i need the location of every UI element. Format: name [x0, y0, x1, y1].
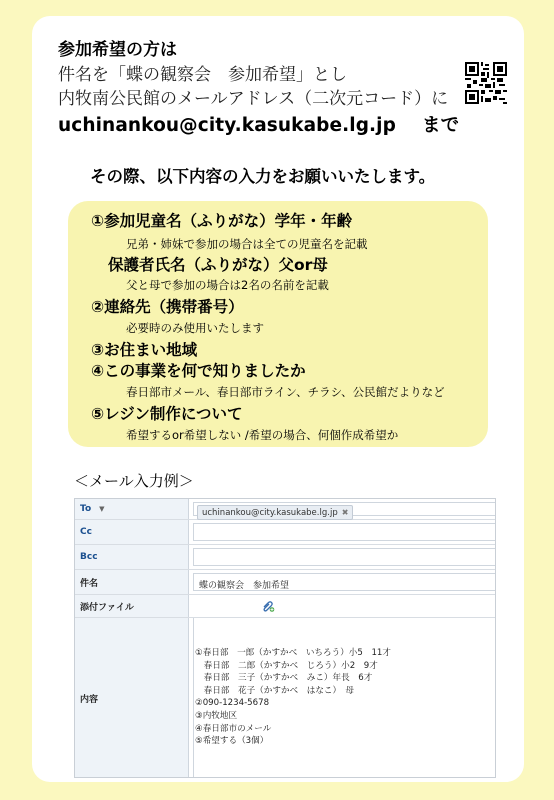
cc-field[interactable]: [189, 520, 495, 544]
item-5-heading: ⑤レジン制作について: [91, 405, 243, 423]
to-field[interactable]: [189, 499, 495, 519]
cc-label[interactable]: Cc: [75, 520, 189, 544]
item-1-note: 兄弟・姉妹で参加の場合は全ての児童名を記載: [126, 237, 368, 251]
mail-compose-example: [74, 498, 496, 778]
body-line: ④春日部市のメール: [195, 723, 272, 734]
bcc-field[interactable]: [189, 545, 495, 569]
request-line: その際、以下内容の入力をお願いいたします。: [90, 167, 436, 186]
example-title: ＜メール入力例＞: [74, 472, 194, 490]
body-line: 春日部 花子（かすかべ はなこ） 母: [195, 685, 354, 696]
email-suffix: まで: [421, 115, 460, 136]
item-1-heading: ①参加児童名（ふりがな）学年・年齢: [91, 212, 353, 230]
items-box: [68, 201, 488, 447]
bcc-label[interactable]: Bcc: [75, 545, 189, 569]
attachment-field[interactable]: [189, 595, 495, 617]
qr-code-icon[interactable]: [465, 62, 507, 104]
email-line: [58, 111, 459, 141]
item-4-heading: ④この事業を何で知りましたか: [91, 362, 306, 380]
attachment-label: 添付ファイル: [75, 595, 189, 617]
bcc-row: [75, 545, 495, 570]
recipient-address: uchinankou@city.kasukabe.lg.jp: [202, 507, 338, 518]
cc-row: [75, 520, 495, 545]
body-line: 春日部 三子（かすかべ みこ）年長 6才: [195, 673, 373, 684]
subject-row: [75, 570, 495, 595]
item-2-heading: ②連絡先（携帯番号）: [91, 298, 244, 316]
item-4-note: 春日部市メール、春日部市ライン、チラシ、公民館だよりなど: [126, 385, 445, 399]
to-label[interactable]: To ▼: [75, 499, 189, 519]
subject-field[interactable]: [189, 570, 495, 594]
item-2-note: 必要時のみ使用いたします: [126, 321, 264, 335]
body-text: [195, 647, 391, 748]
to-row: [75, 499, 495, 520]
attach-file-icon[interactable]: [261, 599, 275, 613]
chevron-down-icon[interactable]: ▼: [99, 505, 105, 513]
item-1-guardian-note: 父と母で参加の場合は2名の名前を記載: [126, 278, 329, 292]
item-1-guardian-heading: 保護者氏名（ふりがな）父or母: [108, 256, 328, 274]
item-3-heading: ③お住まい地域: [91, 341, 198, 359]
body-line: ③内牧地区: [195, 710, 238, 721]
remove-recipient-icon[interactable]: ✖: [341, 508, 349, 517]
body-line: ①春日部 一郎（かすかべ いちろう）小5 11才: [195, 648, 391, 658]
subject-label: 件名: [75, 570, 189, 594]
intro-line-3: 内牧南公民館のメールアドレス（二次元コード）に: [58, 89, 449, 109]
item-5-note: 希望するor希望しない /希望の場合、何個作成希望か: [126, 428, 399, 442]
intro-block: [58, 38, 459, 141]
email-address[interactable]: uchinankou@city.kasukabe.lg.jp: [58, 115, 396, 136]
body-label: 内容: [75, 618, 189, 778]
subject-value: 蝶の観察会 参加希望: [199, 581, 290, 591]
body-line: ⑤希望する（3個）: [195, 736, 269, 747]
attachment-row: [75, 595, 495, 618]
intro-line-1: 参加希望の方は: [58, 40, 177, 60]
recipient-chip[interactable]: [197, 505, 353, 520]
body-line: 春日部 二郎（かすかべ じろう）小2 9才: [195, 660, 378, 671]
body-line: ②090-1234-5678: [195, 698, 270, 709]
intro-line-2: 件名を「蝶の観察会 参加希望」とし: [58, 65, 347, 85]
